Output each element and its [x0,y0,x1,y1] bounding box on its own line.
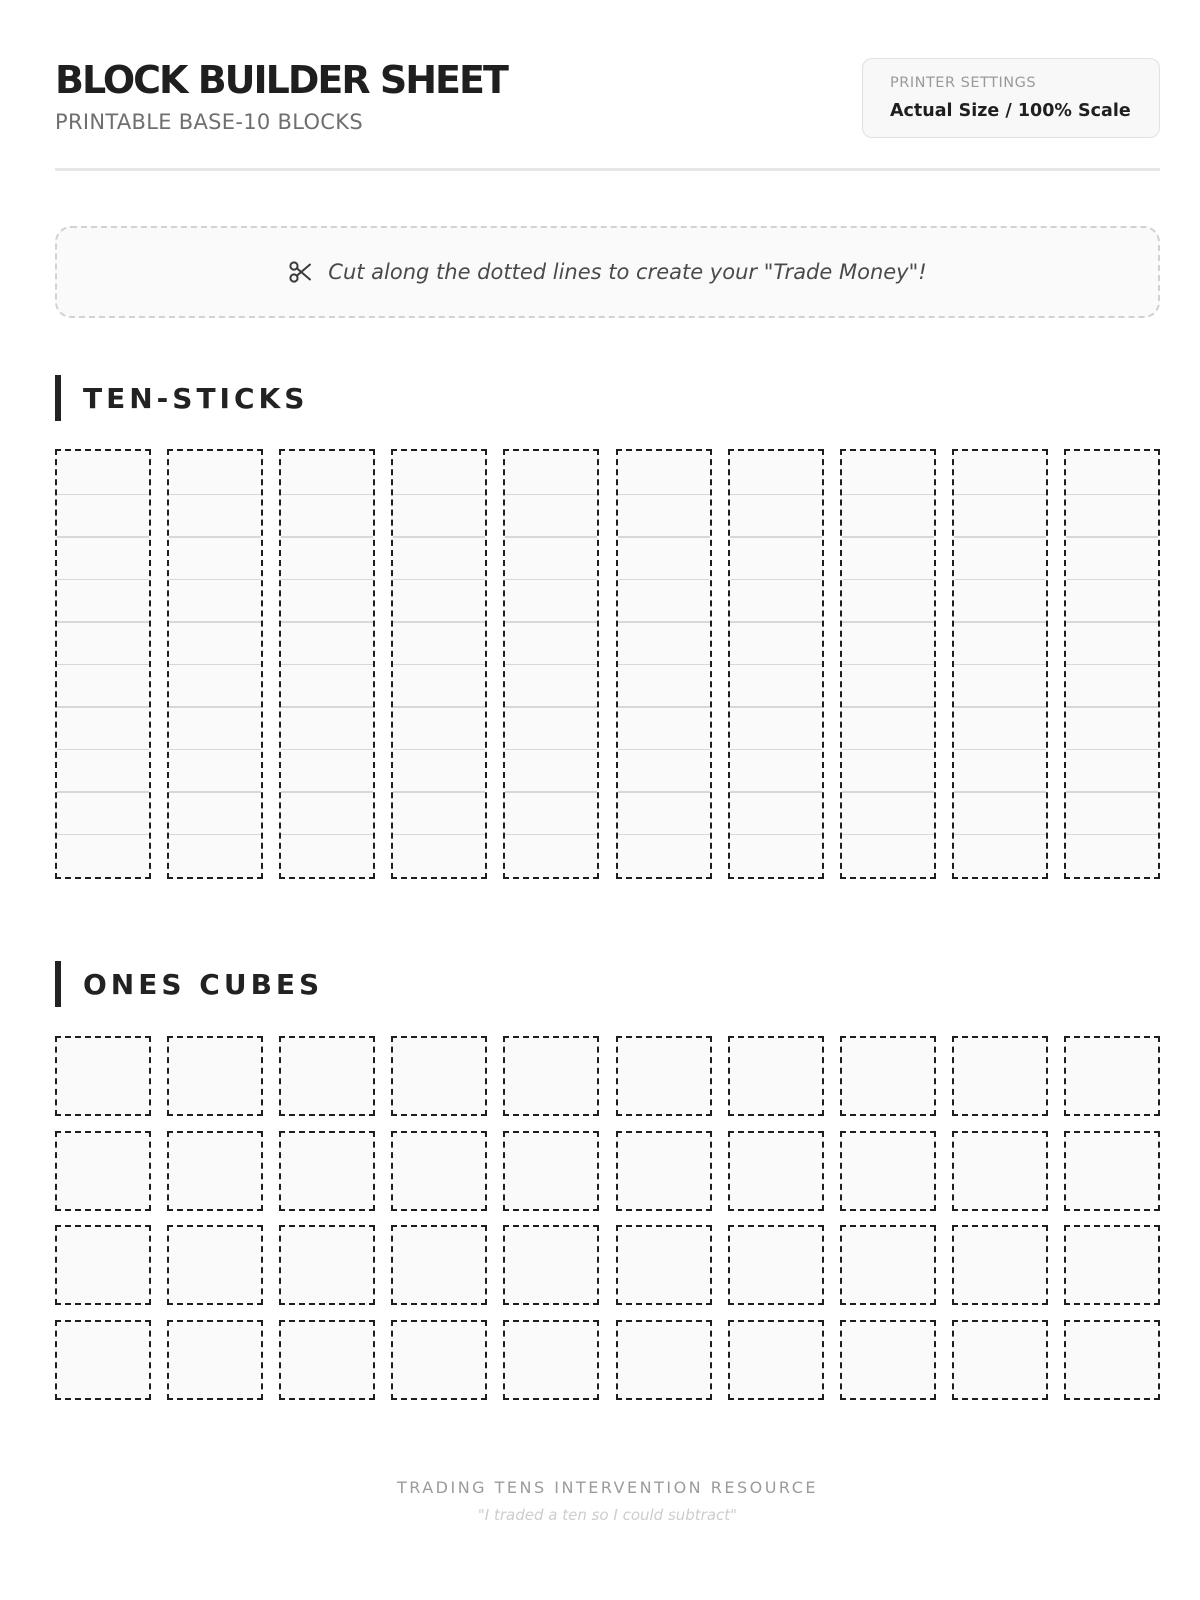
stick-segment-line [281,536,373,538]
stick-segment-line [954,834,1046,836]
ones-cube [728,1131,824,1211]
stick-segment-line [618,834,710,836]
ones-cube [952,1320,1048,1400]
stick-segment-line [393,536,485,538]
stick-segment-line [393,706,485,708]
ones-cube [728,1320,824,1400]
stick-segment-line [505,536,597,538]
stick-segment-line [169,664,261,666]
stick-segment-line [281,834,373,836]
ones-cube [391,1036,487,1116]
ones-cubes-heading-text: ONES CUBES [83,967,324,1001]
stick-segment-line [954,536,1046,538]
stick-segment-line [169,706,261,708]
stick-segment-line [1066,791,1158,793]
footer-title: TRADING TENS INTERVENTION RESOURCE [396,1478,819,1497]
stick-segment-line [1066,706,1158,708]
section-accent-bar [55,961,61,1007]
ten-stick [840,449,936,879]
ones-cube [279,1036,375,1116]
stick-segment-line [393,621,485,623]
ten-sticks-heading-text: TEN-STICKS [83,381,309,415]
stick-segment-line [393,749,485,751]
stick-segment-line [57,706,149,708]
stick-segment-line [57,749,149,751]
ten-stick [728,449,824,879]
header-divider [55,168,1160,171]
ones-cube [616,1131,712,1211]
ones-cubes-heading [55,961,323,1007]
ones-cube [840,1036,936,1116]
ones-cube [1064,1320,1160,1400]
ten-stick [167,449,263,879]
stick-segment-line [393,834,485,836]
sheet-header [55,56,1160,156]
stick-segment-line [505,791,597,793]
stick-segment-line [393,579,485,581]
ten-sticks-heading [55,375,308,421]
cut-instructions-text: Cut along the dotted lines to create your "Trade Money"! [328,260,927,284]
ones-cube [279,1320,375,1400]
stick-segment-line [730,791,822,793]
ones-cube [1064,1131,1160,1211]
stick-segment-line [954,664,1046,666]
stick-segment-line [57,621,149,623]
stick-segment-line [842,749,934,751]
ones-cube [167,1036,263,1116]
stick-segment-line [1066,749,1158,751]
stick-segment-line [730,621,822,623]
ten-sticks-row [55,449,1160,879]
stick-segment-line [57,579,149,581]
stick-segment-line [618,621,710,623]
ones-cube [391,1225,487,1305]
stick-segment-line [842,791,934,793]
stick-segment-line [505,664,597,666]
section-accent-bar [55,375,61,421]
stick-segment-line [1066,621,1158,623]
stick-segment-line [281,494,373,496]
stick-segment-line [57,664,149,666]
ones-cube [728,1225,824,1305]
ones-cube [279,1225,375,1305]
ones-cube [503,1320,599,1400]
stick-segment-line [169,749,261,751]
scissors-icon [288,259,314,285]
ones-cube [55,1320,151,1400]
stick-segment-line [281,621,373,623]
stick-segment-line [281,706,373,708]
stick-segment-line [1066,579,1158,581]
ones-cube [503,1036,599,1116]
stick-segment-line [842,579,934,581]
stick-segment-line [281,749,373,751]
ones-cube [1064,1036,1160,1116]
stick-segment-line [618,664,710,666]
stick-segment-line [1066,834,1158,836]
stick-segment-line [618,536,710,538]
stick-segment-line [954,706,1046,708]
ones-cube [167,1131,263,1211]
ones-cube [616,1320,712,1400]
ones-cube [503,1225,599,1305]
stick-segment-line [505,494,597,496]
stick-segment-line [505,621,597,623]
stick-segment-line [169,621,261,623]
stick-segment-line [393,791,485,793]
stick-segment-line [393,664,485,666]
stick-segment-line [57,791,149,793]
stick-segment-line [169,834,261,836]
ones-cube [55,1036,151,1116]
stick-segment-line [618,749,710,751]
ten-stick [616,449,712,879]
ten-stick [55,449,151,879]
stick-segment-line [281,579,373,581]
page-title: BLOCK BUILDER SHEET [55,58,507,102]
stick-segment-line [842,494,934,496]
stick-segment-line [281,791,373,793]
ones-cube [952,1131,1048,1211]
stick-segment-line [505,706,597,708]
page-subtitle: PRINTABLE BASE-10 BLOCKS [55,110,363,134]
ones-cube [391,1131,487,1211]
stick-segment-line [1066,664,1158,666]
stick-segment-line [730,749,822,751]
ones-cube [840,1131,936,1211]
ones-cube [167,1320,263,1400]
stick-segment-line [169,791,261,793]
printer-settings-value: Actual Size / 100% Scale [890,101,1131,121]
ten-stick [503,449,599,879]
ones-cube [840,1225,936,1305]
stick-segment-line [954,791,1046,793]
stick-segment-line [954,621,1046,623]
stick-segment-line [842,664,934,666]
ones-cube [167,1225,263,1305]
printer-settings-card [862,58,1160,138]
ones-cube [279,1131,375,1211]
printer-settings-label: PRINTER SETTINGS [890,75,1037,91]
stick-segment-line [169,536,261,538]
ones-cube [952,1225,1048,1305]
stick-segment-line [505,749,597,751]
stick-segment-line [393,494,485,496]
ones-cube [728,1036,824,1116]
stick-segment-line [730,494,822,496]
block-builder-sheet [55,0,1160,1600]
stick-segment-line [505,579,597,581]
ten-stick [279,449,375,879]
stick-segment-line [730,706,822,708]
stick-segment-line [57,494,149,496]
ones-cube [1064,1225,1160,1305]
stick-segment-line [954,749,1046,751]
footer-quote: "I traded a ten so I could subtract" [477,1506,738,1524]
stick-segment-line [618,494,710,496]
ones-cube [840,1320,936,1400]
ten-stick [952,449,1048,879]
ones-cube [952,1036,1048,1116]
ones-cube [503,1131,599,1211]
ones-cube [616,1225,712,1305]
ones-cube [616,1036,712,1116]
stick-segment-line [954,579,1046,581]
stick-segment-line [842,621,934,623]
stick-segment-line [954,494,1046,496]
ones-cubes-grid [55,1036,1160,1400]
stick-segment-line [169,579,261,581]
stick-segment-line [169,494,261,496]
stick-segment-line [618,706,710,708]
stick-segment-line [505,834,597,836]
stick-segment-line [842,834,934,836]
stick-segment-line [281,664,373,666]
ones-cube [391,1320,487,1400]
stick-segment-line [730,579,822,581]
stick-segment-line [1066,536,1158,538]
ten-stick [1064,449,1160,879]
stick-segment-line [57,536,149,538]
stick-segment-line [618,579,710,581]
stick-segment-line [730,664,822,666]
stick-segment-line [1066,494,1158,496]
stick-segment-line [618,791,710,793]
ten-stick [391,449,487,879]
stick-segment-line [842,536,934,538]
ones-cube [55,1225,151,1305]
stick-segment-line [730,834,822,836]
stick-segment-line [730,536,822,538]
stick-segment-line [842,706,934,708]
cut-instructions-banner [55,226,1160,318]
stick-segment-line [57,834,149,836]
ones-cube [55,1131,151,1211]
